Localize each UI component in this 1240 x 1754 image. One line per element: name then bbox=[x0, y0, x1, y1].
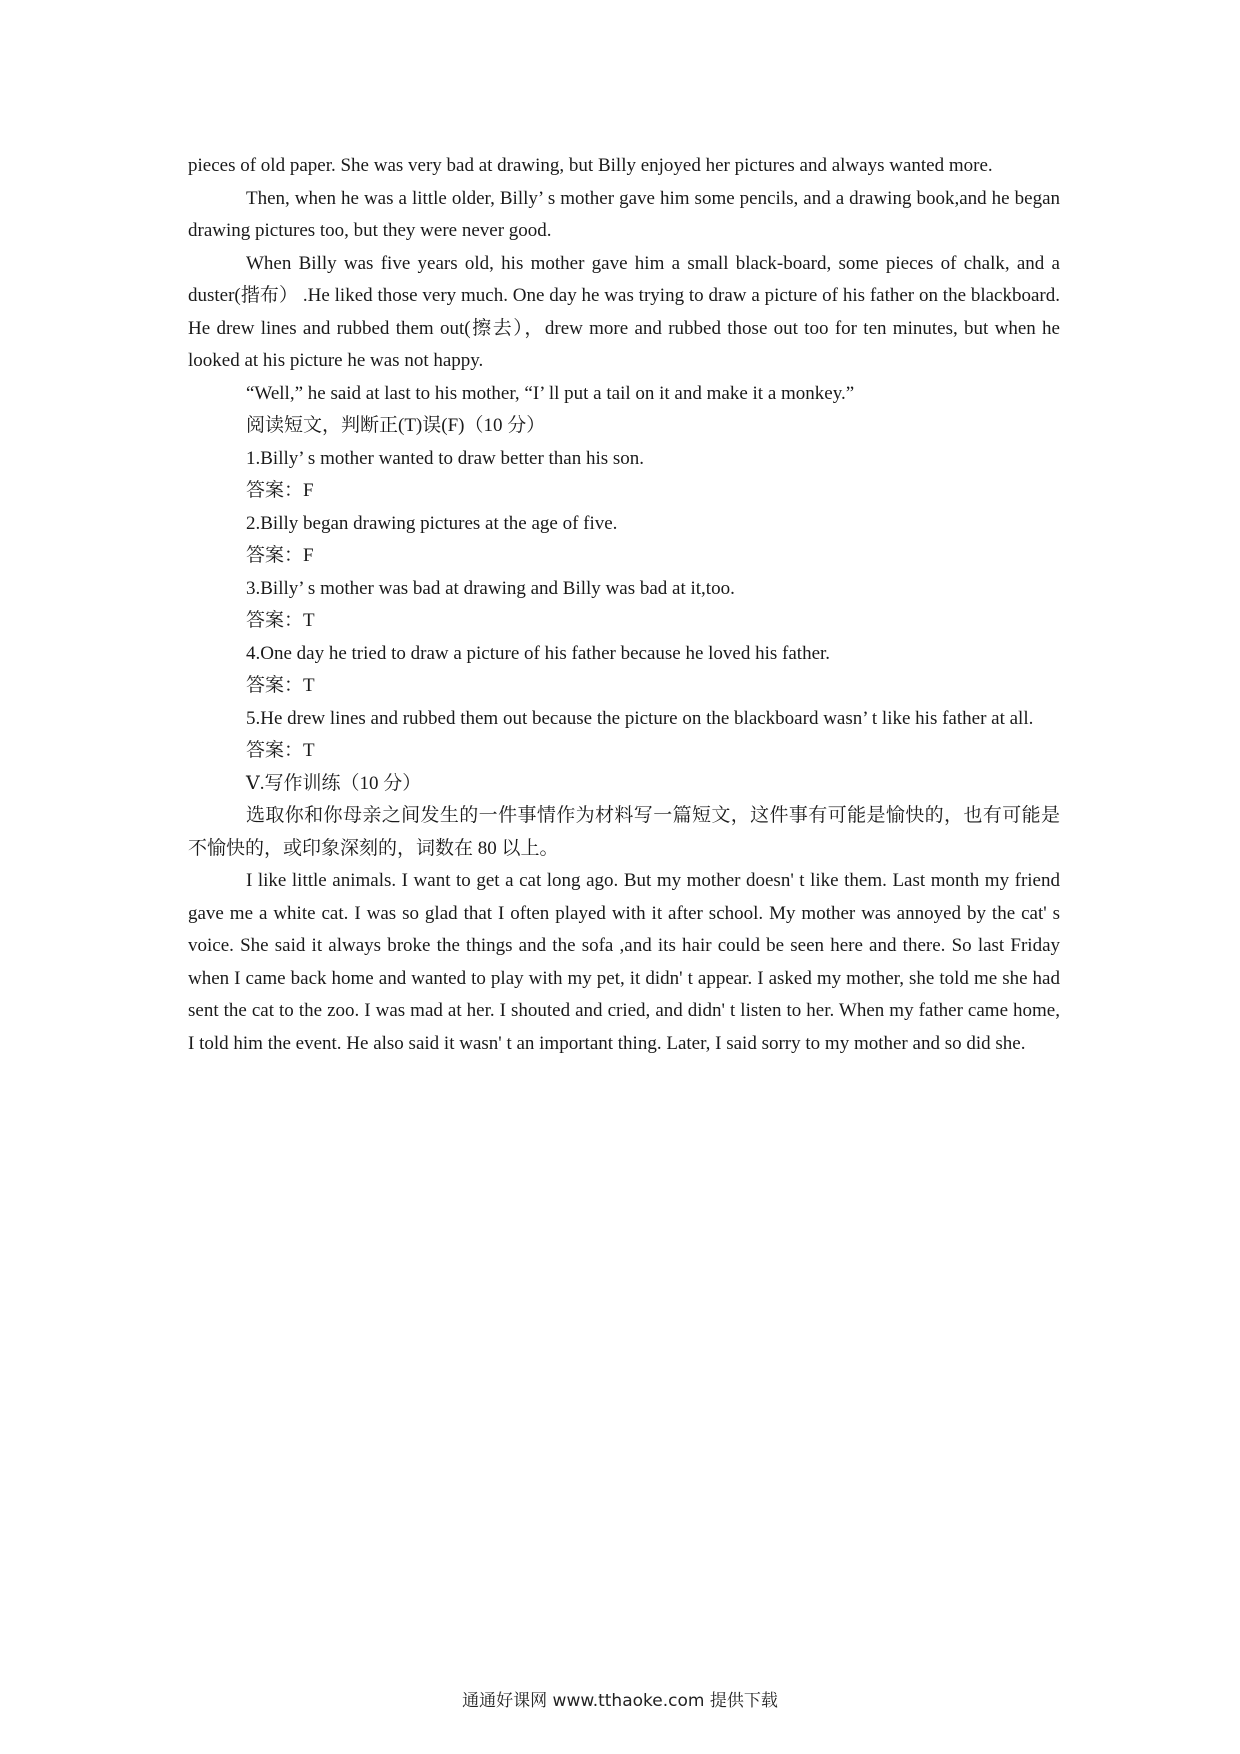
passage-paragraph-3: When Billy was five years old, his mother gave him a small black-board, some pieces of chalk, and a duster(揩布） .He liked those very much. One day he was trying to draw a picture of his father on the blackboard. He drew lines and rubbed them out(擦去），drew more and rubbed those out too for ten minutes, but when he looked at his picture he was not happy. bbox=[188, 252, 1060, 371]
answer-3: 答案：T bbox=[246, 610, 315, 631]
passage-paragraph-1: pieces of old paper. She was very bad at drawing, but Billy enjoyed her pictures and always wanted more. bbox=[188, 155, 993, 176]
question-2: 2.Billy began drawing pictures at the age of five. bbox=[246, 512, 618, 534]
answer-5: 答案：T bbox=[246, 740, 315, 761]
answer-2: 答案：F bbox=[246, 545, 314, 566]
passage-paragraph-2: Then, when he was a little older, Billy’ s mother gave him some pencils, and a drawing book,and he began drawing pictures too, but they were never good. bbox=[188, 187, 1060, 241]
questions-instruction: 阅读短文，判断正(T)误(F)（10 分） bbox=[246, 415, 546, 436]
question-4: 4.One day he tried to draw a picture of his father because he loved his father. bbox=[246, 642, 831, 664]
answer-4: 答案：T bbox=[246, 675, 315, 696]
writing-essay: I like little animals. I want to get a cat long ago. But my mother doesn' t like them. Last month my friend gave me a white cat. I was so glad that I often played with it after school. My mother was annoyed by the cat' s voice. She said it always broke the things and the sofa ,and its hair could be seen here and there. So last Friday when I came back home and wanted to play with my pet, it didn' t appear. I asked my mother, she told me she had sent the cat to the zoo. I was mad at her. I shouted and cried, and didn' t listen to her. When my father came home, I told him the event. He also said it wasn' t an important thing. Later, I said sorry to my mother and so did she. bbox=[188, 870, 1060, 1054]
passage-paragraph-4: “Well,” he said at last to his mother, “I’ ll put a tail on it and make it a monkey.” bbox=[246, 382, 855, 404]
question-1: 1.Billy’ s mother wanted to draw better than his son. bbox=[246, 447, 645, 469]
page-footer: 通通好课网 www.tthaoke.com 提供下载 bbox=[462, 1691, 778, 1711]
document-page bbox=[188, 150, 1060, 1060]
question-5: 5.He drew lines and rubbed them out because the picture on the blackboard wasn’ t like his father at all. bbox=[246, 707, 1034, 729]
writing-heading: Ⅴ.写作训练（10 分） bbox=[246, 772, 422, 794]
answer-1: 答案：F bbox=[246, 480, 314, 501]
writing-prompt: 选取你和你母亲之间发生的一件事情作为材料写一篇短文，这件事有可能是愉快的，也有可能是不愉快的，或印象深刻的，词数在 80 以上。 bbox=[188, 805, 1060, 859]
question-3: 3.Billy’ s mother was bad at drawing and Billy was bad at it,too. bbox=[246, 577, 735, 599]
